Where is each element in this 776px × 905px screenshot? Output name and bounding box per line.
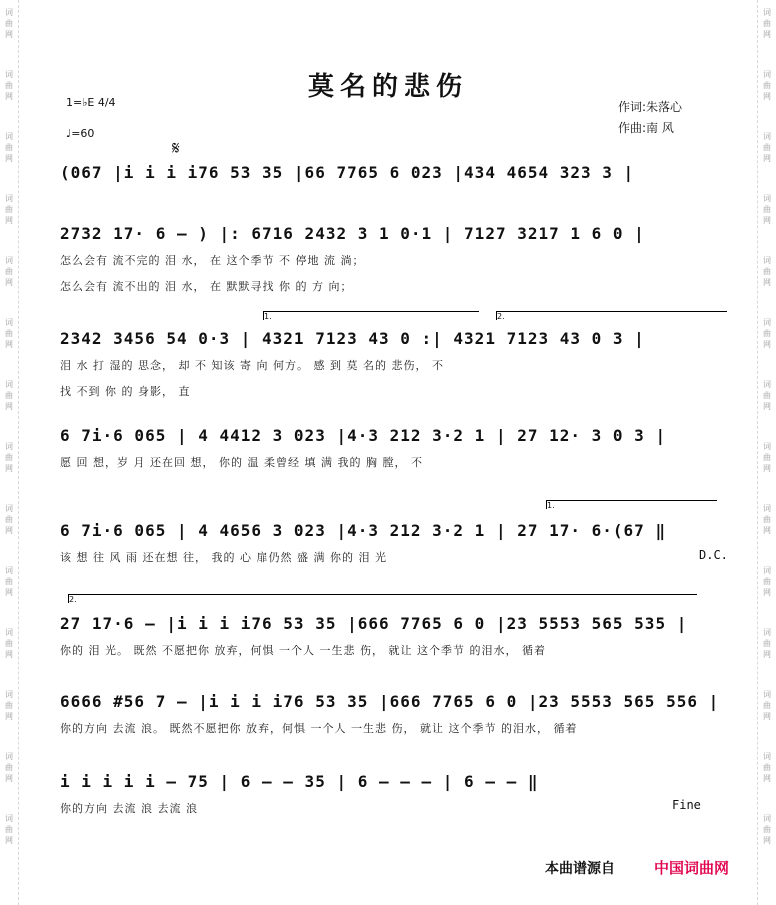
watermark-glyph: 网	[763, 278, 771, 287]
watermark-glyph: 网	[763, 154, 771, 163]
watermark-glyph: 词	[5, 690, 13, 699]
watermark-glyph: 词	[763, 194, 771, 203]
watermark-glyph: 曲	[5, 639, 13, 648]
watermark-glyph: 曲	[5, 329, 13, 338]
watermark-glyph: 网	[763, 92, 771, 101]
watermark-glyph: 曲	[5, 267, 13, 276]
lyric-line: 怎么会有 流不出的 泪 水， 在 默默寻找 你 的 方 向；	[60, 280, 353, 293]
watermark-glyph: 网	[763, 774, 771, 783]
watermark-glyph: 词	[5, 256, 13, 265]
watermark-glyph: 词	[763, 70, 771, 79]
watermark-glyph: 曲	[763, 639, 771, 648]
watermark-glyph: 网	[5, 464, 13, 473]
watermark-glyph: 曲	[5, 577, 13, 586]
watermark-glyph: 网	[5, 30, 13, 39]
watermark-glyph: 网	[763, 526, 771, 535]
volta-2-first: 2.	[496, 311, 727, 320]
watermark-glyph: 网	[5, 278, 13, 287]
song-title: 莫名的悲伤	[307, 72, 468, 102]
watermark-glyph: 词	[5, 380, 13, 389]
watermark-glyph: 曲	[5, 453, 13, 462]
watermark-glyph: 曲	[5, 391, 13, 400]
composer-credit: 作曲:南 风	[618, 121, 674, 135]
notation-row: (067 |i i i i76 53 35 |66 7765 6 023 |434 4654 323 3 |	[60, 163, 635, 182]
watermark-glyph: 曲	[5, 763, 13, 772]
volta-2-second: 2.	[68, 594, 697, 603]
watermark-glyph: 曲	[763, 577, 771, 586]
watermark-glyph: 网	[5, 712, 13, 721]
lyric-line: 你的 泪 光。 既然 不愿把你 放弃，何惧 一个人 一生悲 伤， 就让 这个季节 的泪水， 循着	[60, 644, 546, 657]
watermark-glyph: 词	[763, 504, 771, 513]
watermark-glyph: 曲	[763, 329, 771, 338]
watermark-glyph: 词	[5, 70, 13, 79]
watermark-glyph: 网	[5, 650, 13, 659]
watermark-glyph: 词	[763, 132, 771, 141]
watermark-glyph: 网	[763, 30, 771, 39]
volta-1-second: 1.	[546, 500, 717, 509]
watermark-glyph: 词	[5, 442, 13, 451]
watermark-glyph: 词	[5, 8, 13, 17]
footer-site: 中国词曲网	[654, 859, 730, 877]
segno-icon: 𝄋	[172, 138, 180, 159]
watermark-glyph: 词	[763, 318, 771, 327]
watermark-glyph: 曲	[5, 701, 13, 710]
watermark-glyph: 网	[5, 774, 13, 783]
watermark-glyph: 网	[763, 712, 771, 721]
watermark-glyph: 网	[5, 526, 13, 535]
volta-1-first: 1.	[263, 311, 479, 320]
watermark-glyph: 曲	[763, 763, 771, 772]
watermark-glyph: 曲	[763, 267, 771, 276]
lyric-line: 该 想 往 风 雨 还在想 往， 我的 心 扉仍然 盛 满 你的 泪 光	[60, 551, 387, 564]
notation-row: 27 17·6 – |i i i i76 53 35 |666 7765 6 0 |23 5553 565 535 |	[60, 614, 688, 633]
watermark-glyph: 网	[763, 588, 771, 597]
watermark-glyph: 曲	[5, 143, 13, 152]
notation-row: 6 7i·6 065 | 4 4656 3 023 |4·3 212 3·2 1 | 27 17· 6·(67 ‖	[60, 521, 667, 540]
watermark-glyph: 词	[5, 628, 13, 637]
watermark-glyph: 网	[5, 836, 13, 845]
watermark-glyph: 词	[5, 318, 13, 327]
lyric-line: 泪 水 打 湿的 思念， 却 不 知该 寄 向 何方。 感 到 莫 名的 悲伤， 不	[60, 359, 444, 372]
watermark-glyph: 曲	[763, 825, 771, 834]
watermark-glyph: 词	[763, 752, 771, 761]
watermark-glyph: 网	[5, 588, 13, 597]
watermark-glyph: 词	[763, 814, 771, 823]
lyricist-credit: 作词:朱落心	[618, 100, 683, 114]
watermark-glyph: 曲	[5, 81, 13, 90]
watermark-glyph: 曲	[5, 515, 13, 524]
notation-row: 6666 #56 7 – |i i i i76 53 35 |666 7765 6 0 |23 5553 565 556 |	[60, 692, 720, 711]
dc-mark: D.C.	[699, 548, 728, 562]
lyric-line: 你的方向 去流 浪。 既然不愿把你 放弃，何惧 一个人 一生悲 伤， 就让 这个季节 的泪水， 循着	[60, 722, 578, 735]
footer-source: 本曲谱源自	[545, 861, 615, 877]
watermark-glyph: 词	[5, 132, 13, 141]
lyric-line: 你的方向 去流 浪 去流 浪	[60, 802, 198, 815]
watermark-glyph: 词	[763, 380, 771, 389]
watermark-glyph: 曲	[763, 391, 771, 400]
watermark-glyph: 词	[5, 194, 13, 203]
watermark-glyph: 网	[5, 340, 13, 349]
watermark-glyph: 曲	[5, 205, 13, 214]
watermark-glyph: 词	[763, 442, 771, 451]
watermark-glyph: 曲	[763, 453, 771, 462]
watermark-glyph: 网	[763, 216, 771, 225]
watermark-glyph: 曲	[763, 205, 771, 214]
watermark-glyph: 曲	[763, 19, 771, 28]
watermark-glyph: 网	[763, 464, 771, 473]
watermark-glyph: 词	[763, 566, 771, 575]
watermark-glyph: 曲	[763, 143, 771, 152]
watermark-glyph: 词	[5, 752, 13, 761]
watermark-glyph: 网	[763, 340, 771, 349]
notation-row: 6 7i·6 065 | 4 4412 3 023 |4·3 212 3·2 1 | 27 12· 3 0 3 |	[60, 426, 667, 445]
watermark-glyph: 曲	[763, 701, 771, 710]
watermark-glyph: 曲	[5, 825, 13, 834]
tempo-marking: ♩=60	[66, 127, 95, 140]
watermark-glyph: 词	[5, 814, 13, 823]
watermark-glyph: 网	[763, 402, 771, 411]
watermark-glyph: 网	[763, 836, 771, 845]
fine-mark: Fine	[672, 798, 701, 812]
watermark-glyph: 词	[763, 690, 771, 699]
lyric-line: 怎么会有 流不完的 泪 水， 在 这个季节 不 停地 流 淌；	[60, 254, 365, 267]
watermark-glyph: 曲	[5, 19, 13, 28]
watermark-glyph: 网	[5, 92, 13, 101]
watermark-glyph: 词	[5, 504, 13, 513]
watermark-glyph: 曲	[763, 515, 771, 524]
watermark-glyph: 网	[5, 154, 13, 163]
key-signature: 1=♭E 4/4	[66, 96, 116, 109]
watermark-glyph: 词	[763, 628, 771, 637]
lyric-line: 愿 回 想，岁 月 还在回 想， 你的 温 柔曾经 填 满 我的 胸 膛， 不	[60, 456, 423, 469]
watermark-glyph: 网	[5, 402, 13, 411]
notation-row: 2732 17· 6 – ) |: 6716 2432 3 1 0·1 | 7127 3217 1 6 0 |	[60, 224, 645, 243]
watermark-glyph: 词	[5, 566, 13, 575]
lyric-line: 找 不到 你 的 身影， 直	[60, 385, 191, 398]
watermark-glyph: 曲	[763, 81, 771, 90]
notation-row: 2342 3456 54 0·3 | 4321 7123 43 0 :| 4321 7123 43 0 3 |	[60, 329, 645, 348]
watermark-glyph: 网	[763, 650, 771, 659]
notation-row: i i i i i – 75 | 6 – – 35 | 6 – – – | 6 – – ‖	[60, 772, 539, 791]
watermark-glyph: 词	[763, 256, 771, 265]
watermark-glyph: 词	[763, 8, 771, 17]
watermark-glyph: 网	[5, 216, 13, 225]
